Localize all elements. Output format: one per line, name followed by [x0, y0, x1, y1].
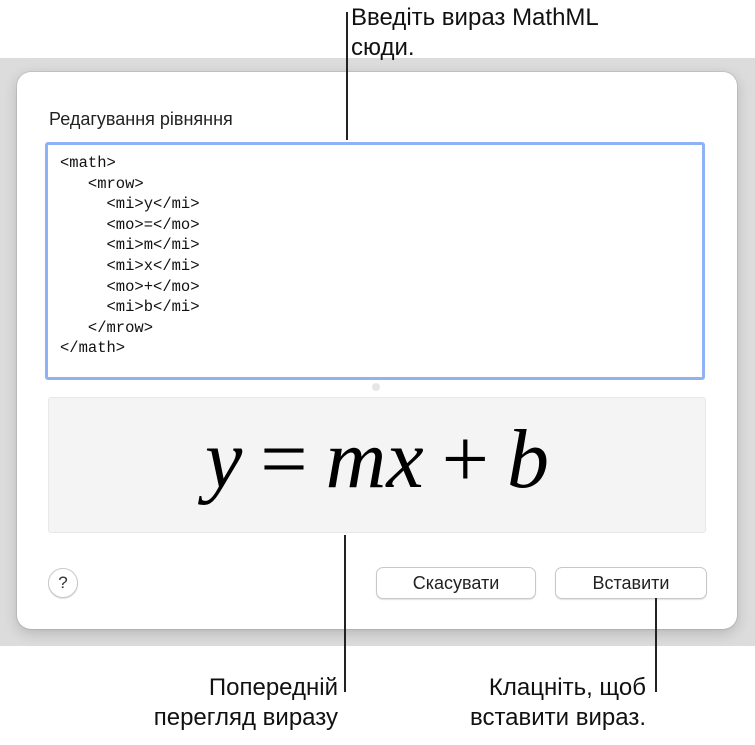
code-line: <mrow>	[60, 174, 144, 193]
callout-enter-mathml	[351, 3, 599, 63]
code-line: </math>	[60, 339, 126, 358]
callout-preview-line: перегляд виразу	[153, 704, 338, 731]
preview-plus: +	[441, 413, 489, 506]
callout-insert-line: вставити вираз.	[469, 704, 646, 731]
code-line: </mrow>	[60, 318, 154, 337]
callout-preview	[120, 673, 338, 733]
code-line: <mo>+</mo>	[60, 277, 200, 296]
cancel-button[interactable]: Скасувати	[376, 567, 536, 599]
callout-line-editor	[346, 12, 348, 140]
help-button[interactable]: ?	[48, 568, 78, 598]
resize-handle[interactable]	[372, 383, 380, 391]
dialog-title: Редагування рівняння	[49, 109, 233, 129]
callout-line-insert	[655, 598, 657, 692]
code-line: <mi>x</mi>	[60, 256, 200, 275]
equation-preview	[48, 397, 706, 533]
code-line: <mi>b</mi>	[60, 298, 200, 317]
code-line: <mi>m</mi>	[60, 236, 200, 255]
preview-var-m: m	[325, 413, 387, 506]
callout-line-preview	[344, 535, 346, 692]
preview-var-x: x	[386, 413, 424, 506]
callout-preview-line: Попередній	[208, 674, 338, 701]
code-line: <mi>y</mi>	[60, 195, 200, 214]
callout-enter-mathml-line: Введіть вираз MathML	[351, 4, 599, 31]
callout-enter-mathml-line: сюди.	[351, 34, 415, 61]
preview-var-b: b	[507, 413, 549, 506]
preview-formula	[49, 410, 705, 510]
equation-dialog	[17, 72, 737, 629]
preview-var-y: y	[204, 413, 243, 506]
callout-insert	[400, 673, 646, 733]
callout-insert-line: Клацніть, щоб	[488, 674, 646, 701]
mathml-code-editor[interactable]	[45, 142, 705, 380]
insert-button[interactable]: Вставити	[555, 567, 707, 599]
code-line: <mo>=</mo>	[60, 215, 200, 234]
preview-equals: =	[260, 413, 308, 506]
code-line: <math>	[60, 154, 116, 172]
